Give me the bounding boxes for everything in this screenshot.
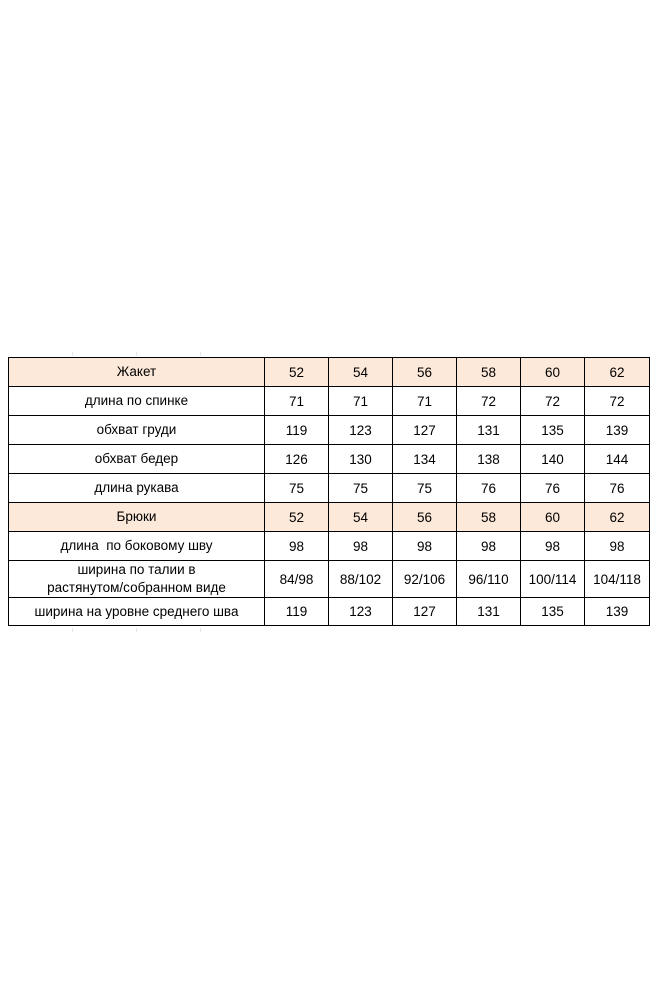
size-cell: 56 xyxy=(393,358,457,387)
value-cell: 98 xyxy=(521,532,585,561)
value-cell: 96/110 xyxy=(457,561,521,598)
value-cell: 72 xyxy=(457,387,521,416)
row-label: ширина по талии в растянутом/собранном виде xyxy=(9,561,265,598)
size-cell: 58 xyxy=(457,503,521,532)
size-cell: 60 xyxy=(521,503,585,532)
value-cell: 92/106 xyxy=(393,561,457,598)
value-cell: 98 xyxy=(457,532,521,561)
value-cell: 75 xyxy=(329,474,393,503)
value-cell: 131 xyxy=(457,416,521,445)
gridline-mark xyxy=(136,352,137,356)
gridline-mark xyxy=(200,628,201,632)
size-cell: 56 xyxy=(393,503,457,532)
row-label: длина по боковому шву xyxy=(9,532,265,561)
size-cell: 62 xyxy=(585,358,650,387)
row-label: ширина на уровне среднего шва xyxy=(9,598,265,626)
value-cell: 127 xyxy=(393,598,457,626)
value-cell: 119 xyxy=(265,416,329,445)
value-cell: 139 xyxy=(585,598,650,626)
size-cell: 52 xyxy=(265,503,329,532)
size-cell: 54 xyxy=(329,358,393,387)
section-header-row xyxy=(9,358,650,387)
gridline-mark xyxy=(72,352,73,356)
table-row xyxy=(9,598,650,626)
value-cell: 135 xyxy=(521,598,585,626)
value-cell: 98 xyxy=(393,532,457,561)
value-cell: 104/118 xyxy=(585,561,650,598)
value-cell: 144 xyxy=(585,445,650,474)
gridline-mark xyxy=(72,628,73,632)
gridline-mark xyxy=(200,352,201,356)
value-cell: 75 xyxy=(265,474,329,503)
value-cell: 131 xyxy=(457,598,521,626)
value-cell: 100/114 xyxy=(521,561,585,598)
value-cell: 130 xyxy=(329,445,393,474)
value-cell: 88/102 xyxy=(329,561,393,598)
table-row xyxy=(9,561,650,598)
row-label: длина рукава xyxy=(9,474,265,503)
value-cell: 98 xyxy=(329,532,393,561)
section-header-row xyxy=(9,503,650,532)
value-cell: 135 xyxy=(521,416,585,445)
value-cell: 119 xyxy=(265,598,329,626)
section-title: Жакет xyxy=(9,358,265,387)
value-cell: 75 xyxy=(393,474,457,503)
value-cell: 72 xyxy=(585,387,650,416)
table-row xyxy=(9,532,650,561)
value-cell: 98 xyxy=(265,532,329,561)
size-cell: 52 xyxy=(265,358,329,387)
table-row xyxy=(9,416,650,445)
gridline-mark xyxy=(136,628,137,632)
value-cell: 126 xyxy=(265,445,329,474)
section-title: Брюки xyxy=(9,503,265,532)
size-cell: 58 xyxy=(457,358,521,387)
value-cell: 140 xyxy=(521,445,585,474)
value-cell: 76 xyxy=(457,474,521,503)
table-row xyxy=(9,474,650,503)
value-cell: 138 xyxy=(457,445,521,474)
row-label: длина по спинке xyxy=(9,387,265,416)
size-cell: 60 xyxy=(521,358,585,387)
size-cell: 54 xyxy=(329,503,393,532)
table-row xyxy=(9,387,650,416)
value-cell: 134 xyxy=(393,445,457,474)
row-label: обхват груди xyxy=(9,416,265,445)
value-cell: 127 xyxy=(393,416,457,445)
value-cell: 71 xyxy=(329,387,393,416)
value-cell: 72 xyxy=(521,387,585,416)
value-cell: 71 xyxy=(393,387,457,416)
value-cell: 84/98 xyxy=(265,561,329,598)
value-cell: 76 xyxy=(521,474,585,503)
row-label: обхват бедер xyxy=(9,445,265,474)
value-cell: 123 xyxy=(329,416,393,445)
size-cell: 62 xyxy=(585,503,650,532)
table-row xyxy=(9,445,650,474)
size-table xyxy=(8,357,650,626)
value-cell: 76 xyxy=(585,474,650,503)
value-cell: 71 xyxy=(265,387,329,416)
value-cell: 98 xyxy=(585,532,650,561)
value-cell: 123 xyxy=(329,598,393,626)
value-cell: 139 xyxy=(585,416,650,445)
